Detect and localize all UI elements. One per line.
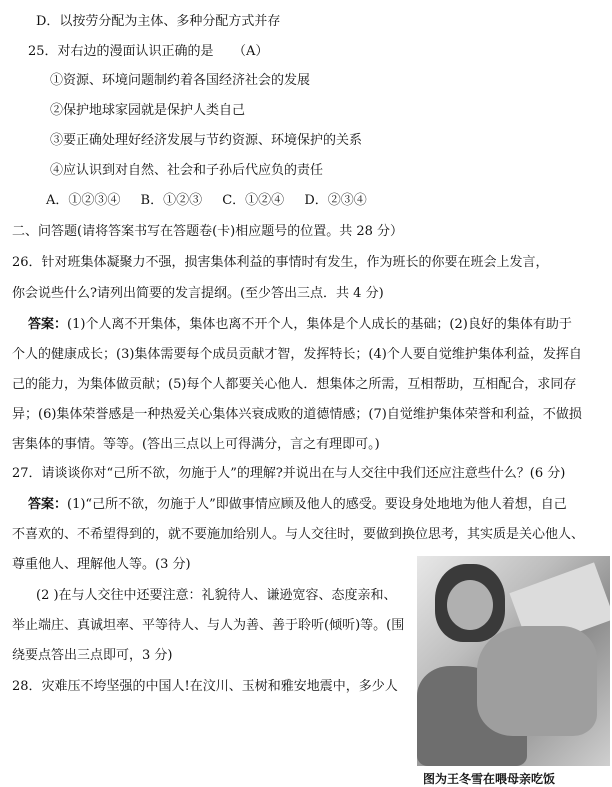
answer-26-line4: 异；(6)集体荣誉感是一种热爱关心集体兴衰成败的道德情感；(7)自觉维护集体荣誉和利益，不做损 — [12, 407, 582, 422]
question-26: 26．针对班集体凝聚力不强，损害集体利益的事情时有发生，作为班长的你要在班会上发言， — [12, 255, 549, 270]
option-d: D．②③④ — [304, 193, 367, 208]
statement-1: ①资源、环境问题制约着各国经济社会的发展 — [50, 73, 311, 88]
answer-27-line2: 不喜欢的、不希望得到的，就不要施加给别人。与人交往时，要做到换位思考，其实质是关心他人、 — [12, 527, 585, 542]
question-27: 27．请谈谈你对“己所不欲，勿施于人”的理解?并说出在与人交往中我们还应注意些什么？(6 分) — [12, 466, 566, 481]
question-26-cont: 你会说些什么?请列出简要的发言提纲。(至少答出三点．共 4 分) — [12, 286, 384, 301]
statement-4: ④应认识到对自然、社会和子孙后代应负的责任 — [50, 163, 324, 178]
answer-27-line6: 绕要点答出三点即可，3 分) — [12, 648, 173, 663]
answer-26-line3: 己的能力，为集体做贡献；(5)每个人都要关心他人．想集体之所需，互相帮助，互相配合，求同存 — [12, 377, 577, 392]
answer-27-line1 — [28, 497, 567, 513]
option-c: C．①②④ — [222, 193, 285, 208]
statement-2: ②保护地球家园就是保护人类自己 — [50, 103, 246, 118]
photo-feeding-mother — [417, 556, 610, 766]
answer-label: 答案： — [28, 497, 68, 512]
answer-27-line3: 尊重他人、理解他人等。(3 分) — [12, 557, 191, 572]
question-28: 28．灾难压不垮坚强的中国人!在汶川、玉树和雅安地震中，多少人 — [12, 679, 398, 694]
answer-26-line1 — [28, 317, 572, 333]
answer-26-line5: 害集体的事情。等等。(答出三点以上可得满分，言之有理即可。) — [12, 437, 380, 452]
answer-26-text: (1)个人离不开集体，集体也离不开个人，集体是个人成长的基础；(2)良好的集体有助于 — [67, 317, 572, 332]
statement-3: ③要正确处理好经济发展与节约资源、环境保护的关系 — [50, 133, 363, 148]
answer-27-line4: (2 )在与人交往中还要注意：礼貌待人、谦逊宽容、态度亲和、 — [36, 588, 397, 603]
answer-27-line5: 举止端庄、真诚坦率、平等待人、与人为善、善于聆听(倾听)等。(围 — [12, 618, 405, 633]
option-b: B．①②③ — [140, 193, 203, 208]
section-heading: 二、问答题(请将答案书写在答题卷(卡)相应题号的位置。共 28 分） — [12, 224, 404, 239]
answer-27-text: (1)“己所不欲，勿施于人”即做事情应顾及他人的感受。要设身处地地为他人着想，自己 — [67, 497, 567, 512]
photo-caption: 图为王冬雪在喂母亲吃饭 — [423, 772, 556, 786]
option-a: A．①②③④ — [46, 193, 121, 208]
answer-label: 答案： — [28, 317, 68, 332]
answer-options — [46, 193, 383, 209]
answer-26-line2: 个人的健康成长；(3)集体需要每个成员贡献才智，发挥特长；(4)个人要自觉维护集体利益，发挥自 — [12, 347, 582, 362]
option-d-line: D．以按劳分配为主体、多种分配方式并存 — [36, 14, 281, 29]
question-25: 25．对右边的漫面认识正确的是 （A） — [28, 44, 269, 59]
